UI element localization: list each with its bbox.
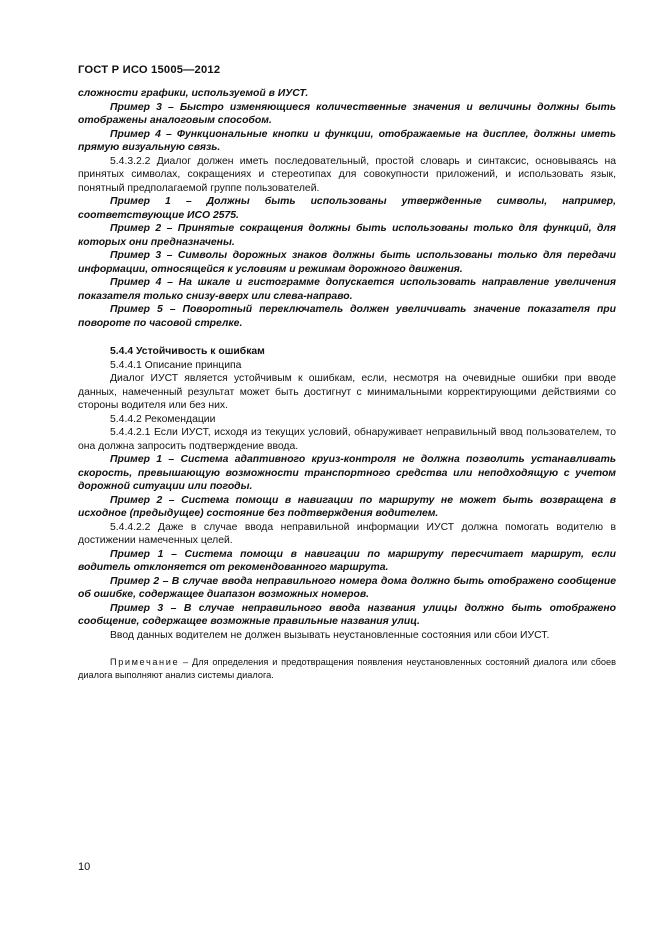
document-header: ГОСТ Р ИСО 15005—2012: [78, 64, 221, 76]
example-paragraph: Пример 3 – Символы дорожных знаков должны быть использованы только для передачи информации, относящейся к условиям и режимам дорожного движения.: [78, 250, 616, 275]
example-paragraph: Пример 1 – Система помощи в навигации по маршруту пересчитает маршрут, если водитель отклоняется от рекомендованного маршрута.: [78, 548, 616, 573]
paragraph: 5.4.3.2.2 Диалог должен иметь последовательный, простой словарь и синтаксис, основываясь на принятых символах, сокращениях и стереотипах для совокупности приложений, и использовать язык, понятный предполагаемой группе пользователей.: [78, 155, 616, 194]
subsection-heading: 5.4.4.1 Описание принципа: [110, 359, 242, 371]
section-heading: 5.4.4 Устойчивость к ошибкам: [110, 346, 265, 357]
example-paragraph: Пример 2 – Система помощи в навигации по маршруту не может быть возвращена в исходное (предыдущее) состояние без подтверждения водителем.: [78, 494, 616, 519]
example-paragraph: Пример 2 – Принятые сокращения должны быть использованы только для функций, для которых они предназначены.: [78, 223, 616, 248]
example-paragraph: Пример 2 – В случае ввода неправильного номера дома должно быть отображено сообщение об ошибке, содержащее диапазон возможных номеров.: [78, 575, 616, 600]
page-number: 10: [78, 861, 91, 873]
note-text: – Для определения и предотвращения появления неустановленных состояний диалога или сбоев диалога выполняют анализ системы диалога.: [78, 657, 616, 680]
note: [78, 656, 616, 681]
example-paragraph: Пример 5 – Поворотный переключатель должен увеличивать значение показателя при повороте по часовой стрелке.: [78, 304, 616, 329]
paragraph: 5.4.4.2.1 Если ИУСТ, исходя из текущих условий, обнаруживает неправильный ввод пользователем, то она должна запросить подтверждение ввода.: [78, 427, 616, 452]
paragraph: 5.4.4.2.2 Даже в случае ввода неправильной информации ИУСТ должна помогать водителю в достижении намеченных целей.: [78, 521, 616, 546]
subsection-heading: 5.4.4.2 Рекомендации: [110, 413, 216, 425]
example-paragraph: Пример 3 – Быстро изменяющиеся количественные значения и величины должны быть отображены аналоговым способом.: [78, 101, 616, 126]
example-paragraph: Пример 4 – На шкале и гистограмме допускается использовать направление увеличения показателя только снизу-вверх или слева-направо.: [78, 277, 616, 302]
paragraph: Ввод данных водителем не должен вызывать неустановленные состояния или сбои ИУСТ.: [110, 629, 550, 641]
document-body: [78, 87, 616, 681]
example-paragraph: Пример 1 – Система адаптивного круиз-контроля не должна позволить устанавливать скорость, превышающую возможности транспортного средства или неподходящую с учетом дорожной ситуации или погоды.: [78, 454, 616, 492]
paragraph: сложности графики, используемой в ИУСТ.: [78, 88, 309, 99]
note-label: Примечание: [110, 657, 180, 667]
paragraph: Диалог ИУСТ является устойчивым к ошибкам, если, несмотря на очевидные ошибки при вводе данных, намеченный результат может быть достигнут с минимальными корректирующими действиями со стороны водителя или без них.: [78, 373, 616, 411]
example-paragraph: Пример 1 – Должны быть использованы утвержденные символы, например, соответствующие ИСО 2575.: [78, 196, 616, 221]
example-paragraph: Пример 3 – В случае неправильного ввода названия улицы должно быть отображено сообщение, содержащее возможные правильные названия улиц.: [78, 602, 616, 627]
example-paragraph: Пример 4 – Функциональные кнопки и функции, отображаемые на дисплее, должны иметь прямую визуальную связь.: [78, 128, 616, 153]
